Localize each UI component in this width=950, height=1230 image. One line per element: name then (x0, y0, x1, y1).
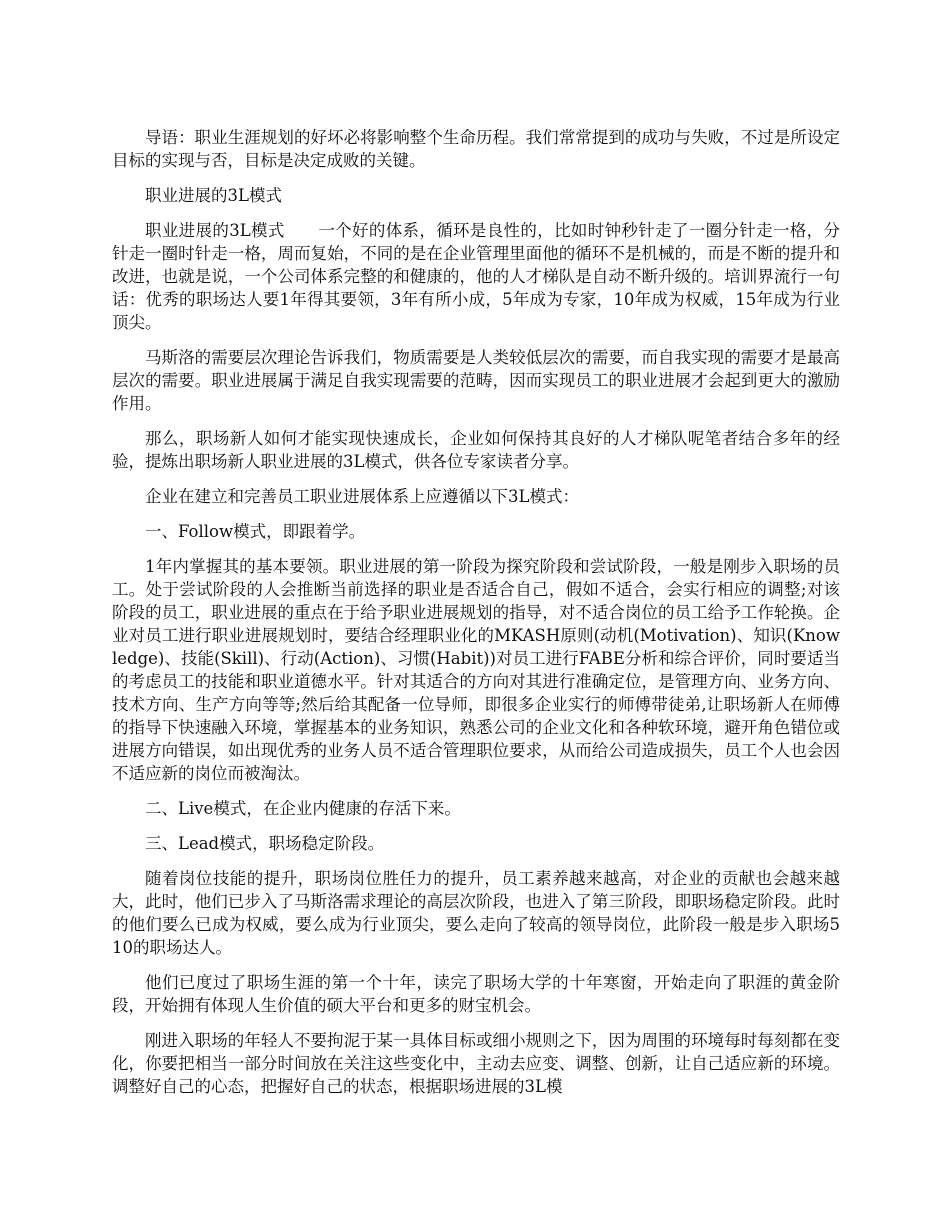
intro-paragraph: 导语：职业生涯规划的好坏必将影响整个生命历程。我们常常提到的成功与失败，不过是所设定目标的实现与否，目标是决定成败的关键。 (112, 128, 840, 170)
list-heading-lead: 三、Lead模式，职场稳定阶段。 (145, 834, 385, 853)
body-paragraph: 马斯洛的需要层次理论告诉我们，物质需要是人类较低层次的需要，而自我实现的需要才是最高层次的需要。职业进展属于满足自我实现需要的范畴，因而实现员工的职业进展才会起到更大的激励作用。 (112, 348, 840, 413)
section-heading: 职业进展的3L模式 (145, 186, 282, 205)
list-heading-follow: 一、Follow模式，即跟着学。 (145, 522, 366, 541)
list-heading-live: 二、Live模式，在企业内健康的存活下来。 (145, 799, 461, 818)
body-paragraph: 1年内掌握其的基本要领。职业进展的第一阶段为探究阶段和尝试阶段，一般是刚步入职场的员工。处于尝试阶段的人会推断当前选择的职业是否适合自己，假如不适合，会实行相应的调整;对该阶段的员工，职业进展的重点在于给予职业进展规划的指导，对不适合岗位的员工给予工作轮换。企业对员工进行职业进展规划时，要结合经理职业化的MKASH原则(动机(Motivation)、知识(Knowledge)、技能(Skill)、行动(Action)、习惯(Habit))对员工进行FABE分析和综合评价，同时要适当的考虑员工的技能和职业道德水平。针对其适合的方向对其进行准确定位，是管理方向、业务方向、技术方向、生产方向等等;然后给其配备一位导师，即很多企业实行的师傅带徒弟,让职场新人在师傅的指导下快速融入环境，掌握基本的业务知识，熟悉公司的企业文化和各种软环境，避开角色错位或进展方向错误，如出现优秀的业务人员不适合管理职位要求，从而给公司造成损失，员工个人也会因不适应新的岗位而被淘汰。 (112, 557, 840, 783)
body-paragraph: 随着岗位技能的提升，职场岗位胜任力的提升，员工素养越来越高，对企业的贡献也会越来越大，此时，他们已步入了马斯洛需求理论的高层次阶段，也进入了第三阶段，即职场稳定阶段。此时的他们要么已成为权威，要么成为行业顶尖，要么走向了较高的领导岗位，此阶段一般是步入职场510的职场达人。 (112, 869, 840, 957)
body-paragraph: 他们已度过了职场生涯的第一个十年，读完了职场大学的十年寒窗，开始走向了职涯的黄金阶段，开始拥有体现人生价值的硕大平台和更多的财宝机会。 (112, 973, 840, 1015)
body-paragraph: 那么，职场新人如何才能实现快速成长，企业如何保持其良好的人才梯队呢笔者结合多年的经验，提炼出职场新人职业进展的3L模式，供各位专家读者分享。 (112, 429, 840, 471)
body-paragraph: 职业进展的3L模式 一个好的体系，循环是良性的，比如时钟秒针走了一圈分针走一格，分针走一圈时针走一格，周而复始，不同的是在企业管理里面他的循环不是机械的，而是不断的提升和改进，也就是说，一个公司体系完整的和健康的，他的人才梯队是自动不断升级的。培训界流行一句话：优秀的职场达人要1年得其要领，3年有所小成，5年成为专家，10年成为权威，15年成为行业顶尖。 (112, 221, 840, 332)
document-body (112, 126, 840, 1110)
body-paragraph: 企业在建立和完善员工职业进展体系上应遵循以下3L模式： (145, 487, 579, 506)
body-paragraph: 刚进入职场的年轻人不要拘泥于某一具体目标或细小规则之下，因为周围的环境每时每刻都在变化，你要把相当一部分时间放在关注这些变化中，主动去应变、调整、创新，让自己适应新的环境。调整好自己的心态，把握好自己的状态，根据职场进展的3L模 (112, 1031, 840, 1096)
